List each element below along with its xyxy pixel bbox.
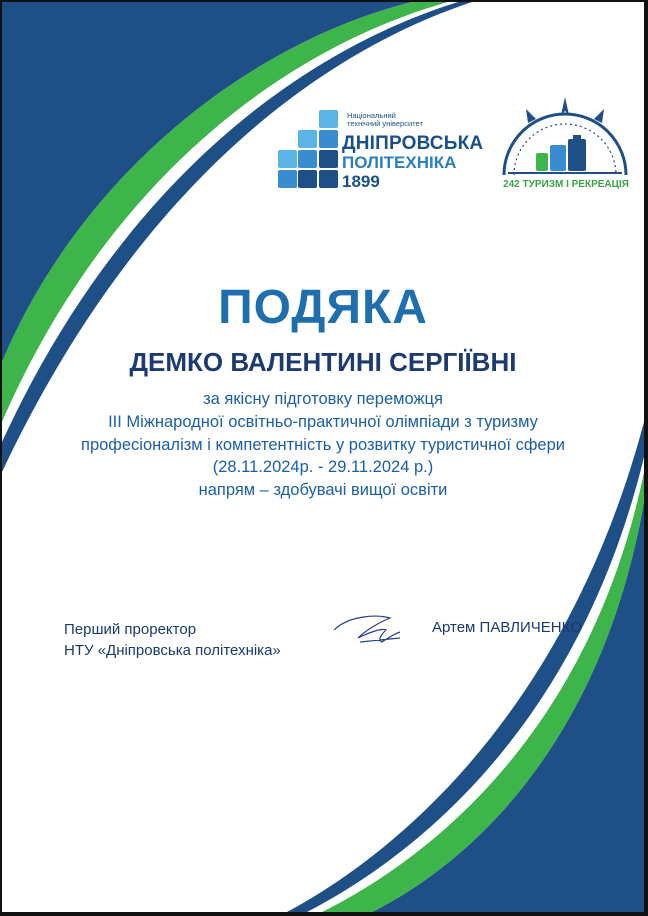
- text-line: напрям – здобувачі вищої освіти: [198, 481, 448, 500]
- text-line: за якісну підготовку переможця: [203, 390, 443, 408]
- certificate-text: [2, 388, 644, 502]
- signatory-position: Перший проректор НТУ «Дніпровська політехніка»: [64, 621, 281, 659]
- certificate-title: ПОДЯКА: [218, 281, 428, 334]
- university-logo: [278, 110, 488, 192]
- university-name-line1: ДНІПРОВСЬКА: [342, 133, 484, 154]
- text-line: професіоналізм і компетентність у розвитку туристичної сфери: [81, 435, 565, 454]
- university-year: 1899: [342, 172, 380, 191]
- handwritten-signature: [330, 608, 406, 652]
- compass-luggage-icon: [498, 97, 632, 181]
- program-caption: 242 ТУРИЗМ І РЕКРЕАЦІЯ: [503, 179, 629, 190]
- university-subtitle: Національний технічний університет: [347, 111, 423, 128]
- tourism-program-logo: [498, 97, 632, 197]
- text-line: (28.11.2024р. - 29.11.2024 р.): [212, 458, 434, 477]
- certificate-page: [2, 2, 644, 912]
- text-line: ІІІ Міжнародної освітньо-практичної олімпіади з туризму: [108, 412, 538, 431]
- signatory-name: Артем ПАВЛИЧЕНКО: [432, 619, 582, 636]
- recipient-name: ДЕМКО ВАЛЕНТИНІ СЕРГІЇВНІ: [129, 347, 517, 377]
- blocks-logo-icon: [278, 110, 340, 192]
- university-name-line2: ПОЛІТЕХНІКА: [342, 153, 457, 172]
